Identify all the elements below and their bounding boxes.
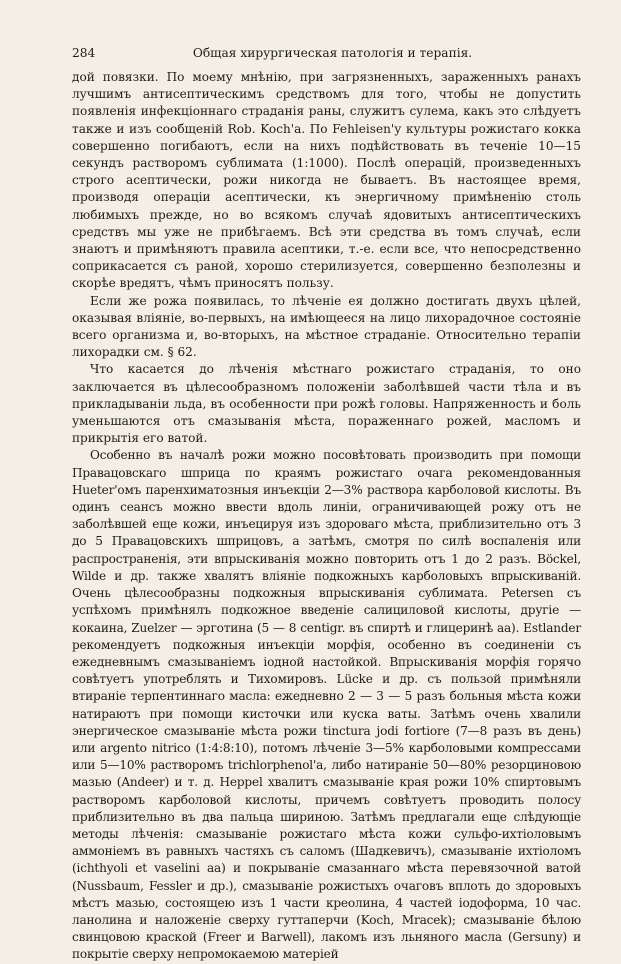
page-header	[72, 46, 581, 60]
paragraph-4: Особенно въ началѣ рожи можно посовѣтовать производить при помощи Правацовскаго шприца по краямъ рожистаго очага рекомендованныя Hueter'омъ паренхиматозныя инъекціи 2—3% раствора карболовой кислоты. Въ одинъ сеансъ можно ввести вдоль линіи, ограничивающей рожу отъ не заболѣвшей еще кожи, инъецируя изъ здороваго мѣста, приблизительно отъ 3 до 5 Правацовскихъ шприцовъ, а затѣмъ, смотря по силѣ воспаленія или распространенія, эти впрыскиванія можно повторить отъ 1 до 2 разъ. Böckel, Wilde и др. также хвалятъ вліяніе подкожныхъ карболовыхъ впрыскиваній. Очень цѣлесообразны подкожныя впрыскиванія сублимата. Petersen съ успѣхомъ примѣнялъ подкожное введеніе салициловой кислоты, другіе — кокаина, Zuelzer — эрготина (5 — 8 centigr. въ спиртѣ и глицеринѣ аа). Estlander рекомендуетъ подкожныя инъекціи морфія, особенно въ соединеніи съ ежедневнымъ смазываніемъ іодной настойкой. Впрыскиванія морфія горячо совѣтуетъ употреблять и Тихомировъ. Lücke и др. съ пользой примѣняли втираніе терпентиннаго масла: ежедневно 2 — 3 — 5 разъ больныя мѣста кожи натираютъ при помощи кисточки или куска ваты. Затѣмъ очень хвалили энергическое смазываніе мѣста рожи tinctura jodi fortiore (7—8 разъ въ день) или argento nitrico (1:4:8:10), потомъ лѣченіе 3—5% карболовыми компрессами или 5—10% растворомъ trichlorphenol'а, либо натираніе 50—80% резорциновою мазью (Andeer) и т. д. Heppel хвалитъ смазываніе края рожи 10% спиртовымъ растворомъ карболовой кислоты, причемъ совѣтуетъ проводить полосу приблизительно въ два пальца шириною. Затѣмъ предлагали еще слѣдующіе методы лѣченія: смазываніе рожистаго мѣста кожи сульфо-ихтіоловымъ аммоніемъ въ равныхъ частяхъ съ саломъ (Шадкевичъ), смазываніе ихтіоломъ (ichthyoli et vaselini аа) и покрываніе смазаннаго мѣста перевязочной ватой (Nussbaum, Fessler и др.), смазываніе рожистыхъ очаговъ вплоть до здоровыхъ мѣстъ мазью, состоящею изъ 1 части креолина, 4 частей іодоформа, 10 час. ланолина и наложеніе сверху гуттаперчи (Koch, Mracek); смазываніе бѣлою свинцовою краской (Freer и Barwell), лакомъ изъ льняного масла (Gersuny) и покрытіе сверху непромокаемою матеріей	[72, 448, 581, 962]
page-number: 284	[72, 46, 96, 60]
running-title: Общая хирургическая патологія и терапія.	[192, 46, 473, 60]
paragraph-3: Что касается до лѣченія мѣстнаго рожистаго страданія, то оно заключается въ цѣлесообразномъ положеніи заболѣвшей части тѣла и въ прикладываніи льда, въ особенности при рожѣ головы. Напряженность и боль уменьшаются отъ смазыванія мѣста, пораженнаго рожей, масломъ и прикрытія его ватой.	[72, 362, 581, 446]
paragraph-1: дой повязки. По моему мнѣнію, при загрязненныхъ, зараженныхъ ранахъ лучшимъ антисептическимъ средствомъ для того, чтобы не допустить появленія инфекціоннаго страданія раны, служитъ сулема, какъ это слѣдуетъ также и изъ сообщеній Rob. Koch'а. По Fehleisen'у культуры рожистаго кокка совершенно погибаютъ, если на нихъ подѣйствовать въ теченіе 10—15 секундъ растворомъ сублимата (1:1000). Послѣ операцій, произведенныхъ строго асептически, рожи никогда не бываетъ. Въ настоящее время, производя операціи асептически, къ энергичному примѣненію столь любимыхъ прежде, но во всякомъ случаѣ ядовитыхъ антисептическихъ средствъ мы уже не прибѣгаемъ. Всѣ эти средства въ томъ случаѣ, если знаютъ и примѣняютъ правила асептики, т.-е. если все, что непосредственно соприкасается съ раной, хорошо стерилизуется, совершенно безполезны и скорѣе вредятъ, чѣмъ приносятъ пользу.	[72, 70, 581, 291]
paragraph-2: Если же рожа появилась, то лѣченіе ея должно достигать двухъ цѣлей, оказывая вліяніе, во-первыхъ, на имѣющееся на лицо лихорадочное состояніе всего организма и, во-вторыхъ, на мѣстное страданіе. Относительно терапіи лихорадки см. § 62.	[72, 293, 581, 360]
body-text	[72, 69, 581, 964]
